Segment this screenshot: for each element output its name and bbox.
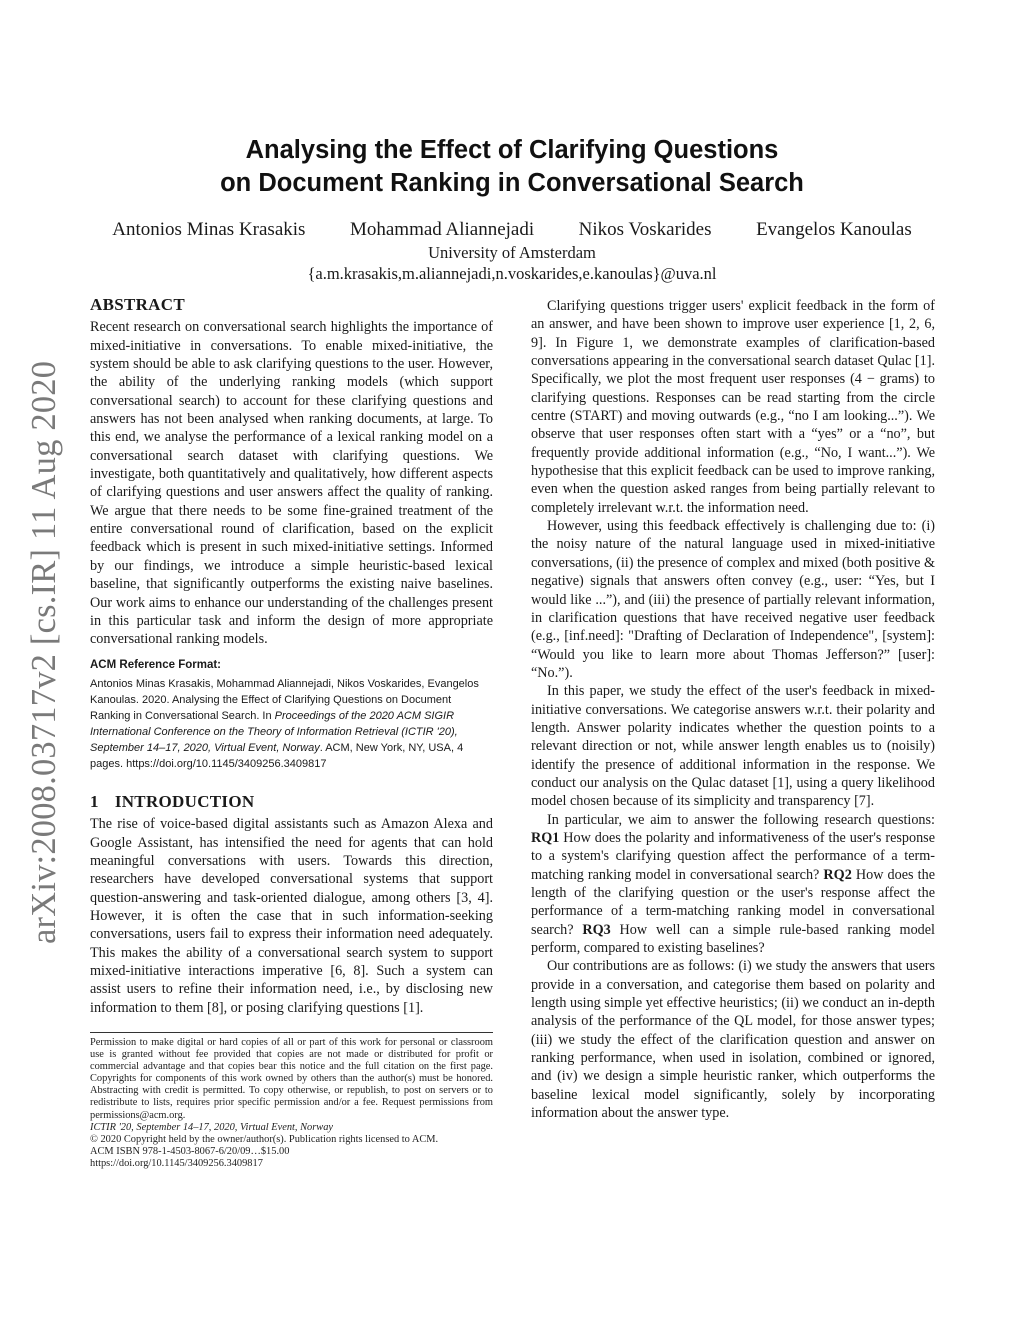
rq1-label: RQ1 (531, 829, 560, 846)
section-number: 1 (90, 791, 99, 811)
author-name: Antonios Minas Krasakis (112, 219, 306, 240)
right-column (531, 297, 935, 1122)
rq2-label: RQ2 (823, 866, 852, 883)
acm-reference-text: Antonios Minas Krasakis, Mohammad Aliannejadi, Nikos Voskarides, Evangelos Kanoulas. 2020. Analysing the Effect of Clarifying Questions on Document Ranking in Conversational Search. In Proceedings of the 2020 ACM SIGIR International Conference on the Theory of Information Retrieval (ICTIR '20), September 14–17, 2020, Virtual Event, Norway. ACM, New York, NY, USA, 4 pages. https://doi.org/10.1145/3409256.3409817 (90, 677, 479, 770)
rq3-label: RQ3 (582, 921, 611, 938)
doi-link[interactable]: https://doi.org/10.1145/3409256.3409817 (90, 1157, 263, 1169)
contributions-paragraph: Our contributions are as follows: (i) we study the answers that users provide in a conversation, and categorise them based on polarity and length using simple yet effective heuristics; (ii) we conduct an in-depth analysis of the performance of the QL model, for those answer types; (iii) we study the effect of the clarification question and answer on ranking performance, when used in isolation, combined or ignored, and (iv) we design a simple heuristic ranker, which outperforms the baseline lexical model significantly, solely by incorporating information about the answer type. (531, 958, 935, 1122)
isbn-line: ACM ISBN 978-1-4503-8067-6/20/09…$15.00 (90, 1145, 290, 1157)
copyright-line: © 2020 Copyright held by the owner/author(s). Publication rights licensed to ACM. (90, 1133, 439, 1145)
title-line-2: on Document Ranking in Conversational Search (220, 169, 804, 197)
paragraph: In this paper, we study the effect of the user's feedback in mixed-initiative conversations. We categorise answers w.r.t. their polarity and length. Answer polarity indicates whether the question points to a relevant direction or not, while answer length enables us to (noisily) identify the presence of additional information in the response. We conduct our analysis on the Qulac dataset [1], using a query likelihood model chosen because of its simplicity and transparency [7]. (531, 683, 935, 810)
author-name: Mohammad Aliannejadi (349, 219, 535, 240)
title-line-1: Analysing the Effect of Clarifying Questions (245, 136, 779, 164)
acm-reference-heading: ACM Reference Format: (90, 658, 221, 671)
paragraph: However, using this feedback effectively is challenging due to: (i) the noisy nature of the natural language used in mixed-initiative conversations, (ii) the presence of complex and mixed (both positive & negative) signals that answers often convey (e.g., user: “Yes, but I would like ...”), and (iii) the presence of partially relevant information, in clarification questions that have received negative user feedback (e.g., [inf.need]: "Drafting of Declaration of Independence", [system]: “Would you like to learn more about Thomas Jefferson?” [user]: “No.”). (531, 518, 935, 681)
footnote-divider (90, 1032, 493, 1033)
affiliation: University of Amsterdam (428, 243, 596, 262)
author-name: Evangelos Kanoulas (756, 219, 912, 240)
abstract-text: Recent research on conversational search highlights the importance of mixed-initiative in conversations. To enable mixed-initiative, the system should be able to ask clarifying questions to the user. However, the ability of the underlying ranking models (which support conversational search) to account for these clarifying questions and answers has not been analysed when ranking documents, at large. To this end, we analyse the performance of a lexical ranking model on a conversational search dataset with clarifying questions. We investigate, both quantitatively and qualitatively, how different aspects of clarifying questions and user answers affect the quality of ranking. We argue that there needs to be some fine-grained treatment of the entire conversational round of clarification, based on the explicit feedback which is present in such mixed-initiative settings. Informed by our findings, we introduce a simple heuristic-based lexical baseline, that significantly outperforms the existing naive baselines. Our work aims to enhance our understanding of the challenges present in this particular task and inform the design of more appropriate conversational ranking models. (90, 319, 493, 648)
author-emails: {a.m.krasakis,m.aliannejadi,n.voskarides,e.kanoulas}@uva.nl (307, 264, 717, 283)
introduction-paragraph: The rise of voice-based digital assistants such as Amazon Alexa and Google Assistant, has intensified the need for agents that can hold meaningful conversations with users. Towards this direction, researchers have developed conversational systems that support question-answering and task-oriented dialogue, among others [3, 4]. However, it is often the case that in such information-seeking conversations, users fail to express their information need adequately. This makes the ability of a conversational search system to support mixed-initiative interactions imperative [6, 8]. Such a system can assist users to refine their information need, i.e., by disclosing new information to them [8], or posing clarifying questions [1]. (90, 816, 493, 1016)
permission-notice (90, 1037, 493, 1170)
abstract-heading: ABSTRACT (90, 295, 185, 314)
author-name: Nikos Voskarides (578, 219, 712, 240)
left-column (90, 296, 493, 1017)
paragraph: Clarifying questions trigger users' explicit feedback in the form of an answer, and have been shown to improve user experience [1, 2, 6, 9]. In Figure 1, we demonstrate examples of clarification-based conversations appearing in the conversational search dataset Qulac [1]. Specifically, we plot the most frequent user responses (4 − grams) to clarifying questions. Responses can be read starting from the circle centre (START) and moving outwards (e.g., “no I am looking...”). We observe that user responses often start with a “yes” or a “no”, but frequently provide additional information (e.g., “No, I want...”). We hypothesise that this explicit feedback can be used to improve ranking, even when the question asked ranges from being partially relevant to completely irrelevant w.r.t. the information need. (531, 298, 935, 516)
permission-text: Permission to make digital or hard copies of all or part of this work for personal or classroom use is granted without fee provided that copies are not made or distributed for profit or commercial advantage and that copies bear this notice and the full citation on the first page. Copyrights for components of this work owned by others than the author(s) must be honored. Abstracting with credit is permitted. To copy otherwise, or republish, to post on servers or to redistribute to lists, requires prior specific permission and/or a fee. Request permissions from permissions@acm.org. (90, 1037, 493, 1121)
paper-title (140, 134, 884, 200)
research-questions-paragraph: In particular, we aim to answer the following research questions: RQ1 How does the polarity and informativeness of the user's response to a system's clarifying question affect the performance of a term-matching ranking model in conversational search? RQ2 How does the length of the clarifying question or the user's response affect the performance of a term-matching ranking model in conversational search? RQ3 How well can a simple rule-based ranking model perform, compared to existing baselines? (531, 811, 936, 957)
author-list (90, 219, 934, 241)
conference-venue: ICTIR '20, September 14–17, 2020, Virtual Event, Norway (90, 1121, 334, 1133)
arxiv-identifier: arXiv:2008.03717v2 [cs.IR] 11 Aug 2020 (25, 360, 63, 944)
introduction-heading (90, 793, 493, 811)
section-title: INTRODUCTION (114, 791, 255, 811)
